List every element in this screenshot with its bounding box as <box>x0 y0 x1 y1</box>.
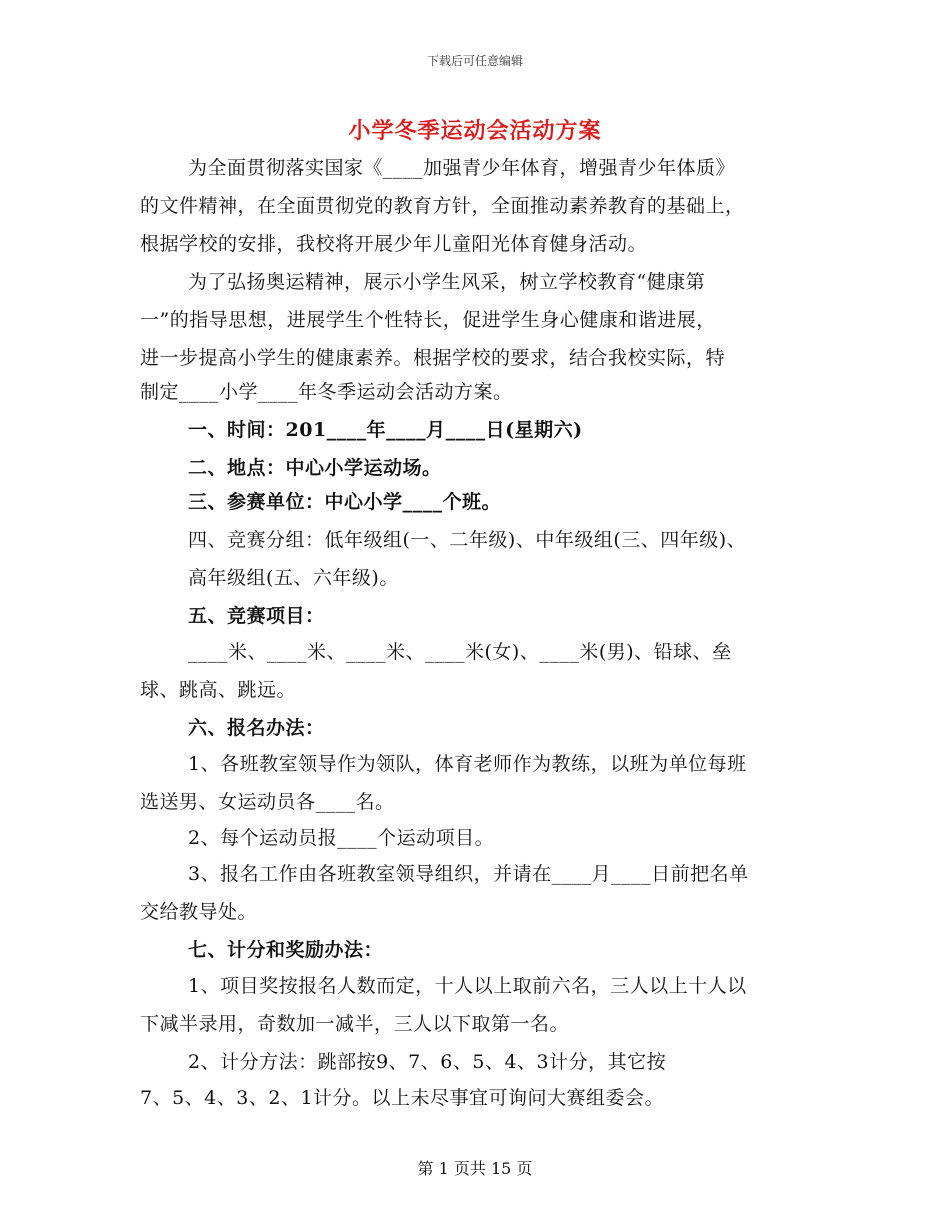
section-heading-registration: 六、报名办法： <box>188 717 325 739</box>
paragraph-line: 根据学校的安排，我校将开展少年儿童阳光体育健身活动。 <box>140 233 648 255</box>
paragraph-line: 2、计分方法：跳部按9、7、6、5、4、3计分，其它按 <box>188 1051 667 1073</box>
paragraph-line: 2、每个运动员报____个运动项目。 <box>188 827 495 849</box>
section-heading-events: 五、竞赛项目： <box>188 605 325 627</box>
paragraph-line: 一”的指导思想，进展学生个性特长，促进学生身心健康和谐进展， <box>140 309 716 331</box>
paragraph-line: ____米、____米、____米、____米(女)、____米(男)、铅球、垒 <box>188 641 732 663</box>
paragraph-line: 交给教导处。 <box>140 901 258 923</box>
paragraph-line: 下减半录用，奇数加一减半，三人以下取第一名。 <box>140 1013 570 1035</box>
paragraph-line: 进一步提高小学生的健康素养。根据学校的要求，结合我校实际，特 <box>140 347 726 369</box>
paragraph-line: 为了弘扬奥运精神，展示小学生风采，树立学校教育“健康第 <box>188 271 706 293</box>
section-heading-time: 一、时间：201____年____月____日(星期六) <box>188 419 583 441</box>
paragraph-line: 为全面贯彻落实国家《____加强青少年体育，增强青少年体质》 <box>188 157 736 179</box>
paragraph-line: 选送男、女运动员各____名。 <box>140 791 395 813</box>
section-heading-participants: 三、参赛单位：中心小学____个班。 <box>188 491 502 513</box>
paragraph-line: 1、各班教室领导作为领队，体育老师作为教练，以班为单位每班 <box>188 753 747 775</box>
paragraph-line: 制定____小学____年冬季运动会活动方案。 <box>140 381 513 403</box>
page-header: 下载后可任意编辑 <box>426 54 523 68</box>
paragraph-line: 球、跳高、跳远。 <box>140 679 297 701</box>
document-title: 小学冬季运动会活动方案 <box>348 118 602 144</box>
paragraph-line: 7、5、4、3、2、1计分。以上未尽事宜可询问大赛组委会。 <box>140 1087 665 1109</box>
section-heading-location: 二、地点：中心小学运动场。 <box>188 457 442 479</box>
section-heading-scoring: 七、计分和奖励办法： <box>188 939 384 961</box>
paragraph-line: 1、项目奖按报名人数而定，十人以上取前六名，三人以上十人以 <box>188 975 747 997</box>
paragraph-line: 的文件精神，在全面贯彻党的教育方针，全面推动素养教育的基础上， <box>140 195 745 217</box>
section-heading-groups: 四、竞赛分组：低年级组(一、二年级)、中年级组(三、四年级)、 <box>188 529 747 551</box>
paragraph-line: 高年级组(五、六年级)。 <box>188 567 399 589</box>
page-footer: 第 1 页共 15 页 <box>417 1159 533 1178</box>
paragraph-line: 3、报名工作由各班教室领导组织，并请在____月____日前把名单 <box>188 863 749 885</box>
